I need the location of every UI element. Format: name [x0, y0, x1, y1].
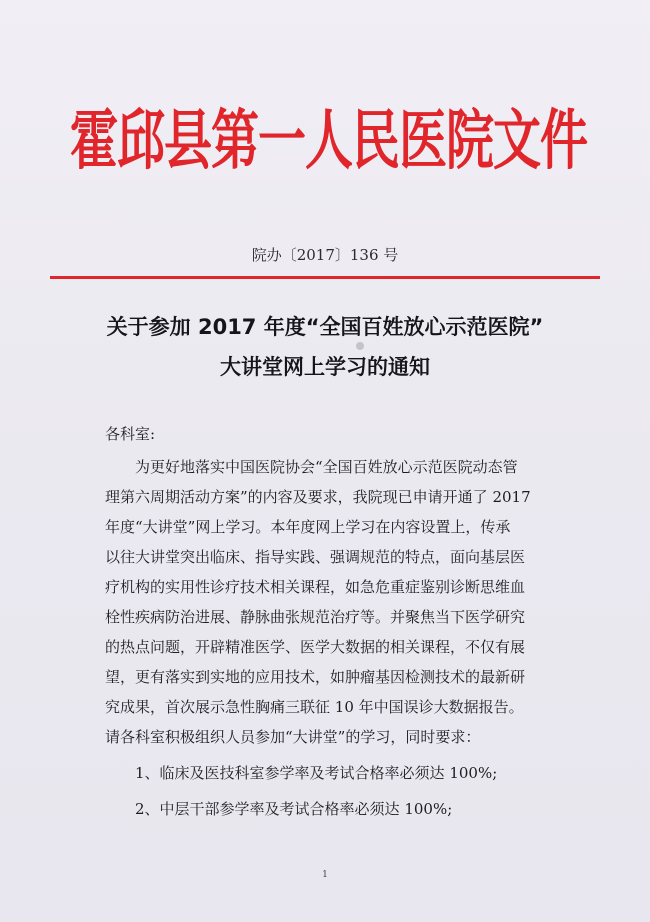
body-line: 的热点问题，开辟精准医学、医学大数据的相关课程，不仅有展 — [105, 638, 526, 656]
scan-speck — [356, 342, 364, 350]
body-line: 究成果，首次展示急性胸痛三联征 10 年中国误诊大数据报告。 — [105, 698, 524, 716]
salutation: 各科室: — [105, 425, 156, 443]
body-line: 理第六周期活动方案”的内容及要求，我院现已申请开通了 2017 — [105, 488, 531, 506]
body-line: 栓性疾病防治进展、静脉曲张规范治疗等。并聚焦当下医学研究 — [105, 608, 526, 626]
body-line: 以往大讲堂突出临床、指导实践、强调规范的特点，面向基层医 — [105, 548, 526, 566]
document-header-title: 霍邱县第一人民医院文件 — [70, 102, 588, 179]
body-line: 为更好地落实中国医院协会“全国百姓放心示范医院动态管 — [135, 458, 518, 476]
requirement-item: 2、中层干部参学率及考试合格率必须达 100%; — [135, 800, 453, 818]
page-number: 1 — [322, 870, 328, 880]
document-number: 院办〔2017〕136 号 — [251, 246, 399, 264]
requirement-item: 1、临床及医技科室参学率及考试合格率必须达 100%; — [135, 764, 498, 782]
notice-title-line-1: 关于参加 2017 年度“全国百姓放心示范医院” — [106, 315, 544, 339]
red-divider-line — [50, 276, 600, 279]
body-line: 年度“大讲堂”网上学习。本年度网上学习在内容设置上，传承 — [105, 518, 511, 536]
body-line: 请各科室积极组织人员参加“大讲堂”的学习，同时要求： — [105, 728, 481, 746]
body-line: 疗机构的实用性诊疗技术相关课程，如急危重症鉴别诊断思维血 — [105, 578, 526, 596]
body-line: 望，更有落实到实地的应用技术，如肿瘤基因检测技术的最新研 — [105, 668, 526, 686]
notice-title-line-2: 大讲堂网上学习的通知 — [220, 355, 430, 379]
